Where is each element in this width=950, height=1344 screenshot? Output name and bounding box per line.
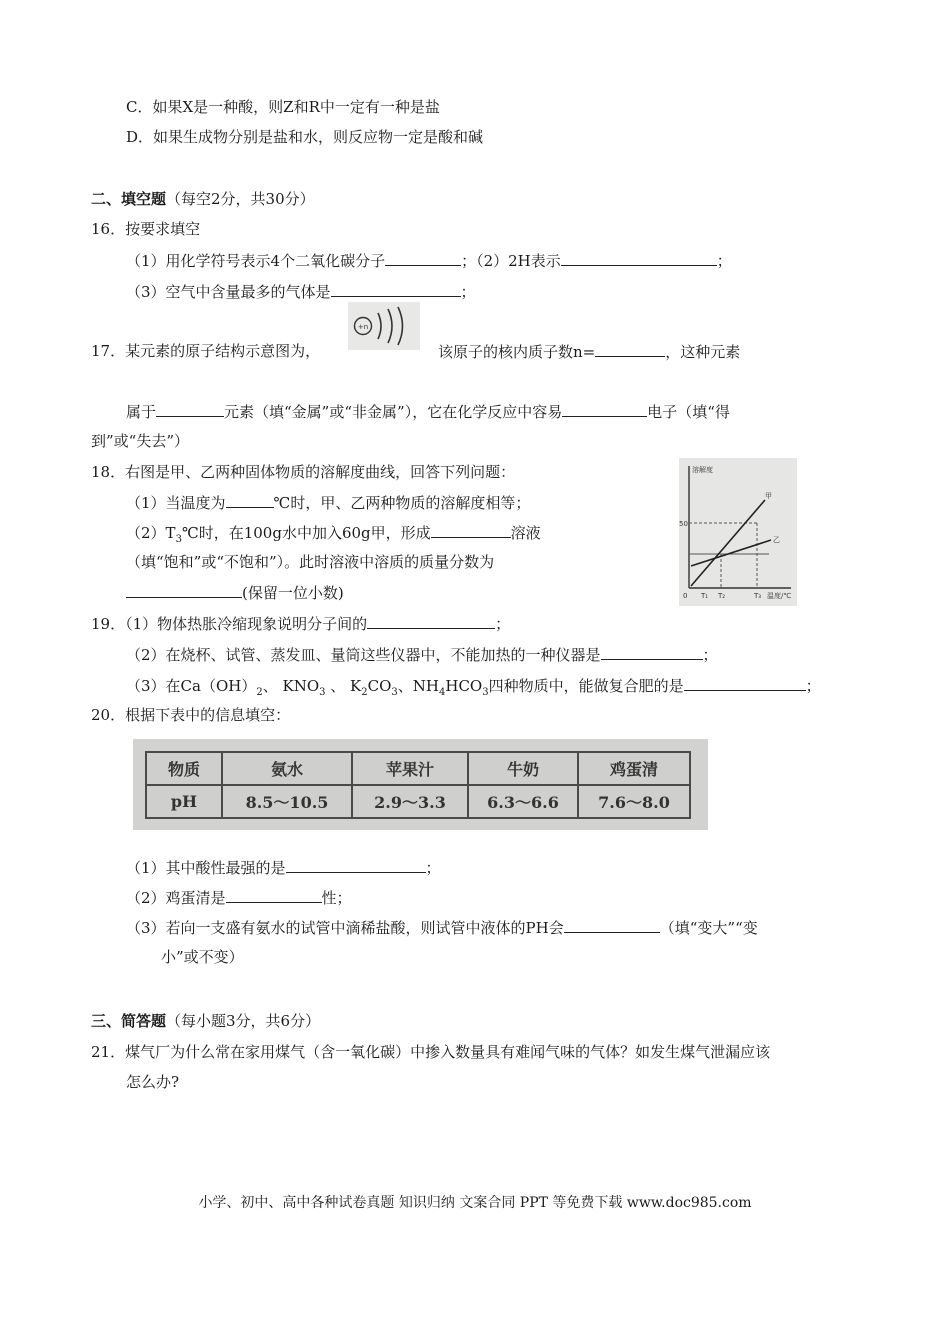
atom-structure-icon: [348, 302, 420, 350]
ph-table: [145, 751, 691, 819]
q17-electron-text: 电子（填“得: [647, 403, 730, 421]
q17-proton-text: 该原子的核内质子数n=: [438, 343, 596, 361]
formula-text: 、NH: [397, 677, 439, 695]
subscript: 2: [256, 687, 263, 698]
punct: ；: [460, 283, 476, 301]
q20-part1: [126, 856, 441, 879]
q17-type-text: 元素（填“金属”或“非金属”），它在化学反应中容易: [224, 403, 563, 421]
q17-line1-a: 17．某元素的原子结构示意图为，: [91, 342, 321, 360]
q18-stem: 18．右图是甲、乙两种固体物质的溶解度曲线，回答下列问题：: [91, 463, 516, 481]
punct: ；: [702, 646, 718, 664]
q19-p3-text: （3）在Ca（OH）: [126, 677, 257, 695]
formula-text: 、 K: [325, 677, 362, 695]
nucleus-label: +n: [357, 323, 369, 331]
q17-element-text: ，这种元素: [665, 343, 741, 361]
q19-p1-text: 19．（1）物体热胀冷缩现象说明分子间的: [91, 615, 368, 633]
curve-a-label: 甲: [765, 492, 772, 500]
x-tick-label: T₁: [701, 592, 709, 600]
q20-part3: [126, 916, 758, 939]
q16-part3: [126, 280, 476, 303]
q18-p2-text: （2）T: [126, 524, 176, 542]
answer-blank[interactable]: [286, 856, 426, 873]
q18-part2-end: [126, 581, 344, 604]
section-title: 三、简答题: [91, 1012, 167, 1030]
atom-structure-diagram: [348, 302, 420, 350]
section-note: （每小题3分，共6分）: [166, 1012, 321, 1030]
q17-line1-b: [438, 340, 740, 363]
q21-line2: 怎么办?: [126, 1073, 180, 1091]
x-tick-label: T₃: [754, 592, 762, 600]
section-heading-fill-blank: [91, 188, 315, 210]
table-row: [146, 752, 690, 785]
option-d: D．如果生成物分别是盐和水，则反应物一定是酸和碱: [126, 128, 484, 146]
q16-part1: [126, 249, 732, 272]
table-cell: 7.6～8.0: [578, 785, 690, 818]
q18-part2-cont: （填“饱和”或“不饱和”）。此时溶液中溶质的质量分数为: [126, 553, 495, 571]
table-cell: 6.3～6.6: [468, 785, 578, 818]
q17-line2: [126, 400, 730, 423]
q17-belongs-text: 属于: [126, 403, 157, 421]
answer-blank[interactable]: [385, 249, 461, 266]
answer-blank[interactable]: [562, 400, 647, 417]
table-cell: 2.9～3.3: [352, 785, 468, 818]
x-axis-label: 温度/℃: [767, 592, 792, 600]
answer-blank[interactable]: [601, 643, 703, 660]
answer-blank[interactable]: [564, 916, 660, 933]
q16-stem: 16．按要求填空: [91, 220, 201, 238]
table-header-cell: 鸡蛋清: [578, 752, 690, 785]
answer-blank[interactable]: [226, 886, 322, 903]
solubility-chart: [679, 458, 797, 606]
subscript: 3: [391, 687, 398, 698]
q19-part3: [126, 674, 821, 704]
q19-part1: [91, 612, 510, 635]
curve-a-line: [691, 500, 765, 586]
answer-blank[interactable]: [156, 400, 224, 417]
table-row: [146, 785, 690, 818]
formula-text: 、 KNO: [262, 677, 320, 695]
table-cell: pH: [146, 785, 222, 818]
answer-blank[interactable]: [431, 521, 511, 538]
answer-blank[interactable]: [561, 249, 717, 266]
q20-p1-text: （1）其中酸性最强的是: [126, 859, 286, 877]
q20-p2-tail: 性；: [321, 889, 352, 907]
q20-part2: [126, 886, 352, 909]
answer-blank[interactable]: [367, 612, 495, 629]
q20-p3-tail: （填“变大”“变: [659, 919, 758, 937]
page-footer: 小学、初中、高中各种试卷真题 知识归纳 文案合同 PPT 等免费下载 www.doc985.com: [198, 1195, 752, 1211]
x-tick-label: T₂: [718, 592, 726, 600]
q16-p2-text: ；（2）2H表示: [461, 252, 561, 270]
subscript: 3: [175, 534, 182, 545]
punct: ；: [495, 615, 511, 633]
answer-blank[interactable]: [684, 674, 806, 691]
q20-p2-text: （2）鸡蛋清是: [126, 889, 226, 907]
subscript: 2: [361, 687, 368, 698]
q20-p3-text: （3）若向一支盛有氨水的试管中滴稀盐酸，则试管中液体的PH会: [126, 919, 564, 937]
table-header-cell: 牛奶: [468, 752, 578, 785]
answer-blank[interactable]: [595, 340, 665, 357]
q18-part1: [126, 491, 530, 514]
q21-line1: 21．煤气厂为什么常在家用煤气（含一氧化碳）中掺入数量具有难闻气味的气体？如发生煤气泄漏应该: [91, 1043, 771, 1061]
answer-blank[interactable]: [226, 491, 274, 508]
y-axis-label: 溶解度: [692, 466, 713, 474]
subscript: 4: [439, 687, 446, 698]
option-c: C．如果X是一种酸，则Z和R中一定有一种是盐: [126, 98, 440, 116]
q18-p1-tail: ℃时，甲、乙两种物质的溶解度相等；: [273, 494, 531, 512]
answer-blank[interactable]: [126, 581, 242, 598]
q17-line3: 到”或“失去”）: [91, 432, 190, 450]
q19-p2-text: （2）在烧杯、试管、蒸发皿、量筒这些仪器中，不能加热的一种仪器是: [126, 646, 601, 664]
punct: ；: [805, 677, 821, 695]
ph-table-figure: [133, 739, 708, 830]
table-header-cell: 物质: [146, 752, 222, 785]
q18-p2-tail: 溶液: [510, 524, 541, 542]
y-mark-label: 50: [679, 520, 688, 528]
subscript: 3: [319, 687, 326, 698]
section-heading-short-answer: [91, 1010, 320, 1032]
q16-p3-text: （3）空气中含量最多的气体是: [126, 283, 331, 301]
q18-round-note: (保留一位小数): [242, 584, 344, 602]
q16-p1-text: （1）用化学符号表示4个二氧化碳分子: [126, 252, 386, 270]
punct: ；: [425, 859, 441, 877]
solubility-curve-figure: [679, 458, 797, 606]
curve-b-line: [691, 540, 771, 566]
formula-text: CO: [367, 677, 392, 695]
curve-b-label: 乙: [773, 536, 780, 544]
formula-text: HCO: [445, 677, 483, 695]
answer-blank[interactable]: [331, 280, 461, 297]
q18-p1-text: （1）当温度为: [126, 494, 226, 512]
q18-p2-mid: ℃时，在100g水中加入60g甲，形成: [181, 524, 431, 542]
table-cell: 8.5～10.5: [222, 785, 352, 818]
section-title: 二、填空题: [91, 190, 167, 208]
table-header-cell: 氨水: [222, 752, 352, 785]
section-note: （每空2分，共30分）: [166, 190, 315, 208]
table-header-cell: 苹果汁: [352, 752, 468, 785]
subscript: 3: [482, 687, 489, 698]
q19-p3-tail: 四种物质中，能做复合肥的是: [488, 677, 684, 695]
punct: ；: [716, 252, 732, 270]
q19-part2: [126, 643, 718, 666]
q20-part3-cont: 小”或不变）: [161, 948, 244, 966]
q18-part2: [126, 521, 541, 551]
q20-stem: 20．根据下表中的信息填空：: [91, 706, 291, 724]
origin-label: 0: [683, 592, 688, 600]
